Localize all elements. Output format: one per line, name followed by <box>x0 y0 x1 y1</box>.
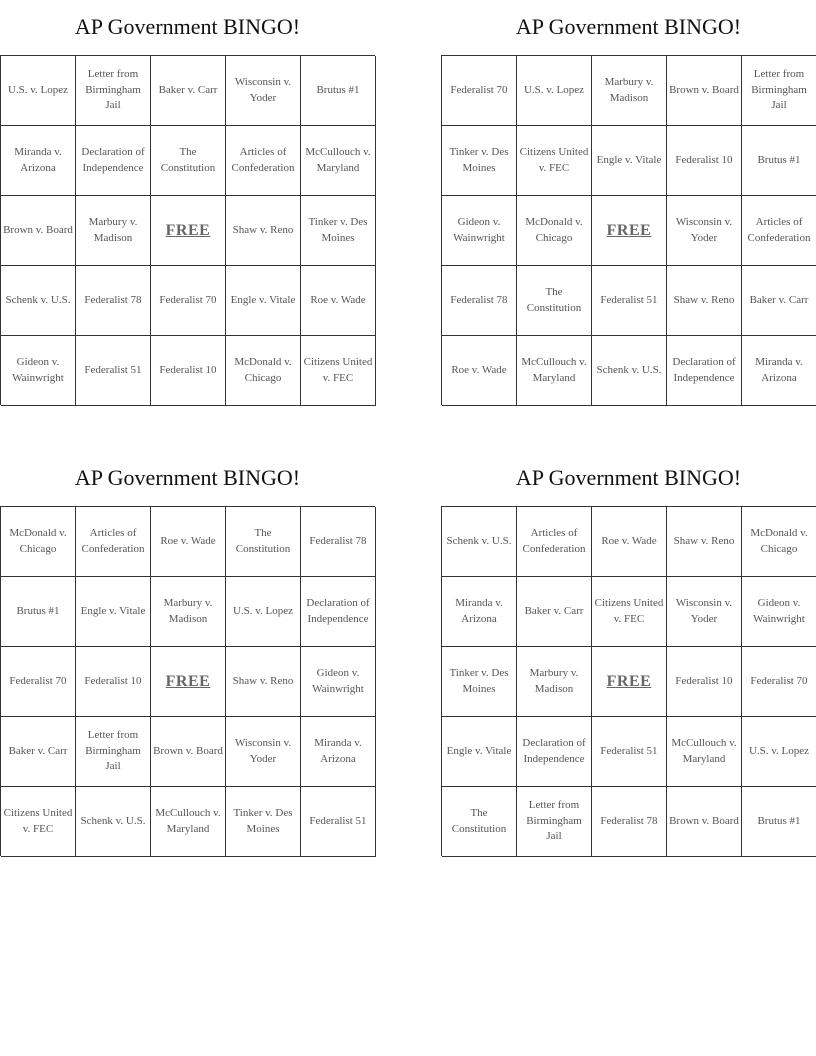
bingo-cell: Roe v. Wade <box>151 507 226 577</box>
bingo-cell: Baker v. Carr <box>1 717 76 787</box>
bingo-cell: Federalist 78 <box>76 266 151 336</box>
bingo-cell: Federalist 70 <box>442 56 517 126</box>
bingo-cell: Federalist 78 <box>592 787 667 857</box>
bingo-card <box>441 451 816 856</box>
bingo-cell: Miranda v. Arizona <box>301 717 376 787</box>
free-space: FREE <box>151 196 226 266</box>
bingo-cell: Shaw v. Reno <box>667 266 742 336</box>
bingo-cell: U.S. v. Lopez <box>517 56 592 126</box>
bingo-cell: McCullouch v. Maryland <box>151 787 226 857</box>
bingo-cell: Baker v. Carr <box>151 56 226 126</box>
bingo-cell: Declaration of Independence <box>517 717 592 787</box>
bingo-cell: Wisconsin v. Yoder <box>667 196 742 266</box>
bingo-cell: Gideon v. Wainwright <box>742 577 816 647</box>
bingo-cell: Brutus #1 <box>1 577 76 647</box>
bingo-card <box>0 0 375 405</box>
bingo-cell: Federalist 51 <box>301 787 376 857</box>
bingo-cell: Miranda v. Arizona <box>1 126 76 196</box>
bingo-cell: Brown v. Board <box>1 196 76 266</box>
bingo-cell: Letter from Birmingham Jail <box>742 56 816 126</box>
bingo-cell: McCullouch v. Maryland <box>667 717 742 787</box>
bingo-cell: Engle v. Vitale <box>226 266 301 336</box>
bingo-cell: Schenk v. U.S. <box>1 266 76 336</box>
bingo-cell: U.S. v. Lopez <box>742 717 816 787</box>
free-space: FREE <box>592 196 667 266</box>
bingo-cell: Miranda v. Arizona <box>742 336 816 406</box>
bingo-cell: Articles of Confederation <box>517 507 592 577</box>
bingo-cell: McCullouch v. Maryland <box>517 336 592 406</box>
bingo-cell: Brutus #1 <box>301 56 376 126</box>
bingo-cell: Brown v. Board <box>667 56 742 126</box>
bingo-cell: Federalist 10 <box>151 336 226 406</box>
free-space: FREE <box>151 647 226 717</box>
bingo-cell: Federalist 10 <box>667 126 742 196</box>
bingo-cell: Gideon v. Wainwright <box>301 647 376 717</box>
bingo-cell: Roe v. Wade <box>301 266 376 336</box>
bingo-cell: Schenk v. U.S. <box>76 787 151 857</box>
bingo-cell: Tinker v. Des Moines <box>226 787 301 857</box>
bingo-cell: U.S. v. Lopez <box>1 56 76 126</box>
bingo-cell: The Constitution <box>442 787 517 857</box>
bingo-cell: Engle v. Vitale <box>592 126 667 196</box>
bingo-cell: Letter from Birmingham Jail <box>76 56 151 126</box>
bingo-cell: Engle v. Vitale <box>442 717 517 787</box>
bingo-cell: McDonald v. Chicago <box>226 336 301 406</box>
bingo-cell: Marbury v. Madison <box>151 577 226 647</box>
bingo-cell: Shaw v. Reno <box>226 647 301 717</box>
bingo-cell: Baker v. Carr <box>742 266 816 336</box>
card-title: AP Government BINGO! <box>74 465 301 490</box>
bingo-cell: Brown v. Board <box>667 787 742 857</box>
bingo-cell: Federalist 70 <box>742 647 816 717</box>
bingo-cell: Citizens United v. FEC <box>1 787 76 857</box>
bingo-cell: Roe v. Wade <box>442 336 517 406</box>
bingo-cell: Shaw v. Reno <box>667 507 742 577</box>
bingo-cell: Citizens United v. FEC <box>517 126 592 196</box>
bingo-cell: Engle v. Vitale <box>76 577 151 647</box>
free-space: FREE <box>592 647 667 717</box>
bingo-cell: Federalist 70 <box>1 647 76 717</box>
bingo-cell: Federalist 10 <box>667 647 742 717</box>
bingo-cell: Articles of Confederation <box>226 126 301 196</box>
bingo-cell: Citizens United v. FEC <box>592 577 667 647</box>
bingo-cell: Tinker v. Des Moines <box>442 126 517 196</box>
bingo-cell: Wisconsin v. Yoder <box>226 56 301 126</box>
bingo-cell: Articles of Confederation <box>742 196 816 266</box>
bingo-cell: The Constitution <box>517 266 592 336</box>
card-title: AP Government BINGO! <box>515 465 742 490</box>
bingo-cell: Declaration of Independence <box>667 336 742 406</box>
bingo-cell: Roe v. Wade <box>592 507 667 577</box>
bingo-cell: Federalist 51 <box>76 336 151 406</box>
bingo-grid <box>441 55 816 405</box>
bingo-cell: McCullouch v. Maryland <box>301 126 376 196</box>
bingo-cell: Federalist 51 <box>592 266 667 336</box>
bingo-cell: Articles of Confederation <box>76 507 151 577</box>
bingo-cell: Marbury v. Madison <box>517 647 592 717</box>
bingo-cell: Schenk v. U.S. <box>442 507 517 577</box>
bingo-cell: Letter from Birmingham Jail <box>76 717 151 787</box>
bingo-cell: Brutus #1 <box>742 787 816 857</box>
bingo-cell: Wisconsin v. Yoder <box>226 717 301 787</box>
bingo-cell: Schenk v. U.S. <box>592 336 667 406</box>
bingo-cell: Marbury v. Madison <box>76 196 151 266</box>
bingo-cell: Brutus #1 <box>742 126 816 196</box>
card-title: AP Government BINGO! <box>515 14 742 39</box>
bingo-card <box>0 451 375 856</box>
bingo-cell: Gideon v. Wainwright <box>442 196 517 266</box>
bingo-cell: Citizens United v. FEC <box>301 336 376 406</box>
bingo-cell: Declaration of Independence <box>76 126 151 196</box>
bingo-cell: McDonald v. Chicago <box>1 507 76 577</box>
bingo-cell: Baker v. Carr <box>517 577 592 647</box>
bingo-cell: Declaration of Independence <box>301 577 376 647</box>
bingo-cell: Tinker v. Des Moines <box>442 647 517 717</box>
bingo-grid <box>0 55 375 405</box>
bingo-cell: Marbury v. Madison <box>592 56 667 126</box>
bingo-cell: Tinker v. Des Moines <box>301 196 376 266</box>
bingo-cell: Federalist 78 <box>442 266 517 336</box>
bingo-card <box>441 0 816 405</box>
bingo-cell: Federalist 78 <box>301 507 376 577</box>
bingo-cell: The Constitution <box>151 126 226 196</box>
bingo-cell: Federalist 51 <box>592 717 667 787</box>
bingo-cell: Wisconsin v. Yoder <box>667 577 742 647</box>
bingo-cell: Gideon v. Wainwright <box>1 336 76 406</box>
card-title: AP Government BINGO! <box>74 14 301 39</box>
bingo-cell: Miranda v. Arizona <box>442 577 517 647</box>
bingo-cell: Federalist 10 <box>76 647 151 717</box>
bingo-grid <box>441 506 816 856</box>
bingo-cell: McDonald v. Chicago <box>742 507 816 577</box>
bingo-cell: Federalist 70 <box>151 266 226 336</box>
bingo-grid <box>0 506 375 856</box>
bingo-cell: U.S. v. Lopez <box>226 577 301 647</box>
bingo-cell: Letter from Birmingham Jail <box>517 787 592 857</box>
bingo-cell: The Constitution <box>226 507 301 577</box>
bingo-cell: Shaw v. Reno <box>226 196 301 266</box>
bingo-cell: McDonald v. Chicago <box>517 196 592 266</box>
bingo-cell: Brown v. Board <box>151 717 226 787</box>
